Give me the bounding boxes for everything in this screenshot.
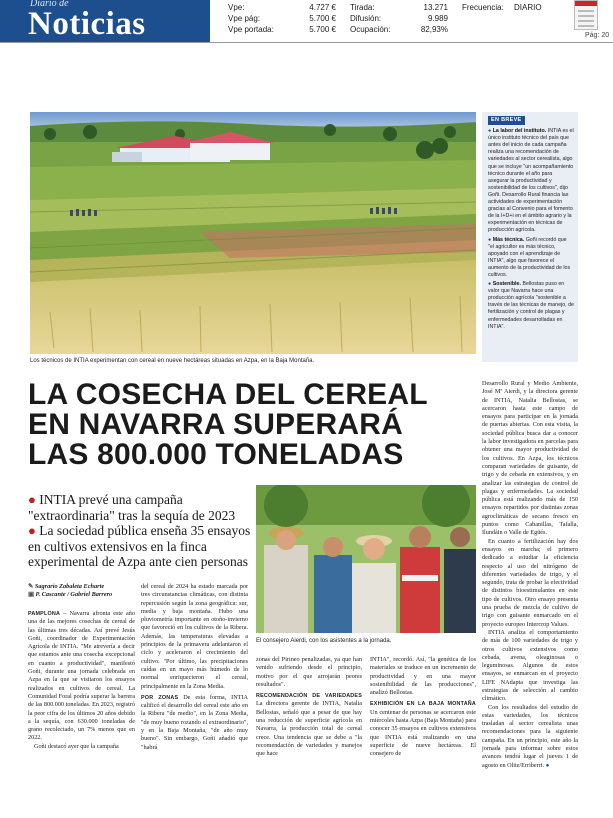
body-column-5: Desarrollo Rural y Medio Ambiente, José Mª Aierdi, y la directora gerente de INTIA, Natalia Bellostas, se acercaron hasta este campo de ensayos para participar en la jornada de puertas abiertas. Con esta visita, la sociedad pública busca dar a conocer la labor investigadora en parcelas para obtener una mayor productividad de los cultivos. En Azpa, los técnicos comparan variedades de guisante, de trigo y de cebada en extensivos, y en analizar las estrategias de control de plagas y enfermedades. La sociedad pública está realizando más de 150 ensayos repartidos por distintas zonas agroclimáticas de secano fresco en puntos como Cabanillas, Tafalla, Ilundáin o Valle de Egüés. En cuanto a fertilización hay dos ensayos en marcha; el primero dedicado a estudiar la eficiencia respecto al uso del nitrógeno de diferentes variedades de trigo, y el segundo, trata de probar la efectividad de distintos bioestimulantes en este tipo de cultivos. Otro ensayo presenta una prueba de mezcla de cultivo de trigo con guisante enmarcado en el proyecto europeo Intercrop Values. INTIA analiza el comportamiento de más de 100 variedades de trigo y otros cultivos extensivos como cebada, avena, oleaginosas o leguminosas. Algunos de estos ensayos, se enmarcan en el proyecto LIFE NAdapta que investiga las estrategias de selección al cambio climático. Con los resultados del estudio de estas variedades, los técnicos trasladan al sector cerealista unas recomendaciones para la siguiente campaña. En un principio, este año la jornada para informar sobre estos avances tendrá lugar el jueves 1 de agosto en Olite/Erriberri. ● xyxy=(482,380,578,769)
stats-col-2 xyxy=(350,3,450,36)
body-column-4: INTIA", recordó. Así, "la genética de los materiales se traduce en un incremento de productividad y en una mayor sostenibilidad de las producciones", analizó Bellostas. EXHIBICIÓN EN LA BAJA MONTAÑA Un centenar de personas se acercaron este miércoles hasta Azpa (Baja Montaña) para conocer 35 ensayos en cultivos extensivos que INTIA está realizando en una superficie de nueve hectáreas. El consejero de xyxy=(370,656,476,758)
sidebar-item: ● La labor del instituto. INTIA es el único instituto técnico del país que antes del inicio de cada campaña realiza una recomendación de variedades al sector cerealista, algo que se incluye "un acompañamiento técnico durante el año para asegurar la productividad y sostenibilidad de los cultivos", dijo Goñi. Desarrollo Rural financia las actividades de experimentación gracias al Convenio para el fomento de la I+D+i en el ámbito agrario y la experimentación en técnicas de producción agrícola. xyxy=(488,128,574,234)
masthead-small: Diario de xyxy=(30,0,69,9)
photo-caption: Los técnicos de INTIA experimentan con cereal en nueve hectáreas situadas en Azpa, en la Baja Montaña. xyxy=(30,358,315,364)
headline-line: LA COSECHA DEL CEREAL xyxy=(28,378,428,411)
field-photo xyxy=(30,112,476,354)
stats-col-1 xyxy=(228,3,340,36)
photo-caption-2: El consejero Aierdi, con los asistentes a la jornada. xyxy=(256,638,392,644)
subheads xyxy=(28,492,258,570)
body-column-2: del cereal de 2024 ha estado marcada por tres circunstancias climáticas, con distinta repercusión según la zona geográfica: sur, media y baja montaña. Hubo una pluviometría importante en otoño-invierno que favoreció en los cultivos de la Ribera. Además, las temperaturas elevadas a principios de la primavera adelantaron el ciclo y aceleraron el crecimiento del cultivo. "Por último, las precipitaciones caídas en un mayo más húmedo de lo normal enriquecieron el cereal, principalmente en la Zona Media. POR ZONAS De esta forma, INTIA calificó el desarrollo del cereal este año en la Ribera "de medio", en la Zona Media, "de muy bueno rozando el extraordinario", y en la Baja Montaña, "de año muy bueno". Sin embargo, Goñi añadió que "habrá xyxy=(141,583,248,751)
body-column-1: PAMPLONA – Navarra afronta este año una de las mejores cosechas de cereal de las últimas tres décadas. Así prevé Jesús Goñi, coordinador de Experimentación Agrícola de INTIA. "Me atrevería a decir que estamos ante una cosecha excepcional en cuanto a productividad", manifestó Goñi, durante una jornada celebrada en Azpa en la que se visitaron los ensayos realizados en cultivos de cereal. La Comunidad Foral podría superar la barrera de las 800.000 toneladas. En 2023, registró la peor cifra de los últimos 20 años debido a la sequía, con 630.000 toneladas de grano recolectado, un 7% menos que en 2022. Goñi destacó ayer que la campaña xyxy=(28,610,135,750)
sidebar-item: ● Sostenible. Bellostas puso en valor que Navarra hace una producción agrícola "sostenible a través de las técnicas de manejo, de fertilización y control de plagas y enfermedades desarrolladas en INTIA". xyxy=(488,281,574,330)
masthead-title: Noticias xyxy=(28,6,146,42)
people-photo xyxy=(256,485,476,633)
headline xyxy=(28,380,468,470)
page-number: Pág: 20 xyxy=(585,32,610,39)
page-thumbnail xyxy=(574,0,598,30)
masthead xyxy=(0,0,210,42)
stat-value: DIARIO xyxy=(514,3,542,12)
stat-label: Difusión: xyxy=(350,14,382,23)
stat-label: Vpe portada: xyxy=(228,25,274,34)
headline-line: LAS 800.000 TONELADAS xyxy=(28,438,404,471)
stat-label: Ocupación: xyxy=(350,25,391,34)
stat-value: 13.271 xyxy=(423,3,448,12)
stat-value: 82,93% xyxy=(420,25,448,34)
stat-label: Frecuencia: xyxy=(462,3,504,12)
subhead: ● La sociedad pública enseña 35 ensayos en cultivos extensivos en la finca experimental de Azpa ante cien personas xyxy=(28,523,251,569)
headline-line: EN NAVARRA SUPERARÁ xyxy=(28,408,403,441)
body-column-3: zonas del Pirineo penalizadas, ya que han venido sufriendo desde el principio, motivo por el que arrojarán peores resultados". RECOMENDACIÓN DE VARIEDADES La directora gerente de INTIA, Natalia Bellostas, señaló que a pesar de que hay una reducción de superficie agrícola en Navarra, la producción total de cereal crece. Una tendencia que se debe a "la recomendación de variedades y manejos que hace xyxy=(256,656,362,758)
sidebar-en-breve xyxy=(482,112,578,362)
sidebar-item: ● Más técnica. Goñi recordó que "el agricultor es más técnico, apoyado con el aprendizaje de INTIA", algo que favorece el aumento de la productividad de los cultivos. xyxy=(488,236,571,278)
header-rule xyxy=(0,42,613,43)
stats-col-3 xyxy=(462,0,562,14)
sidebar-tag: EN BREVE xyxy=(488,116,525,125)
stat-value: 9.989 xyxy=(427,14,448,23)
byline: ✎ Sagrario Zabaleta Echarte ▣ P. Cascante / Gabriel Barrero xyxy=(28,583,113,598)
subhead: ● INTIA prevé una campaña "extraordinaria" tras la sequía de 2023 xyxy=(28,492,236,523)
stat-value: 4.727 € xyxy=(309,3,336,12)
stat-label: Tirada: xyxy=(350,3,375,12)
stat-label: Vpe: xyxy=(228,3,245,12)
stat-label: Vpe pág: xyxy=(228,14,261,23)
stat-value: 5.700 € xyxy=(309,25,336,34)
stat-label xyxy=(462,0,514,2)
stat-value: 5.700 € xyxy=(309,14,336,23)
